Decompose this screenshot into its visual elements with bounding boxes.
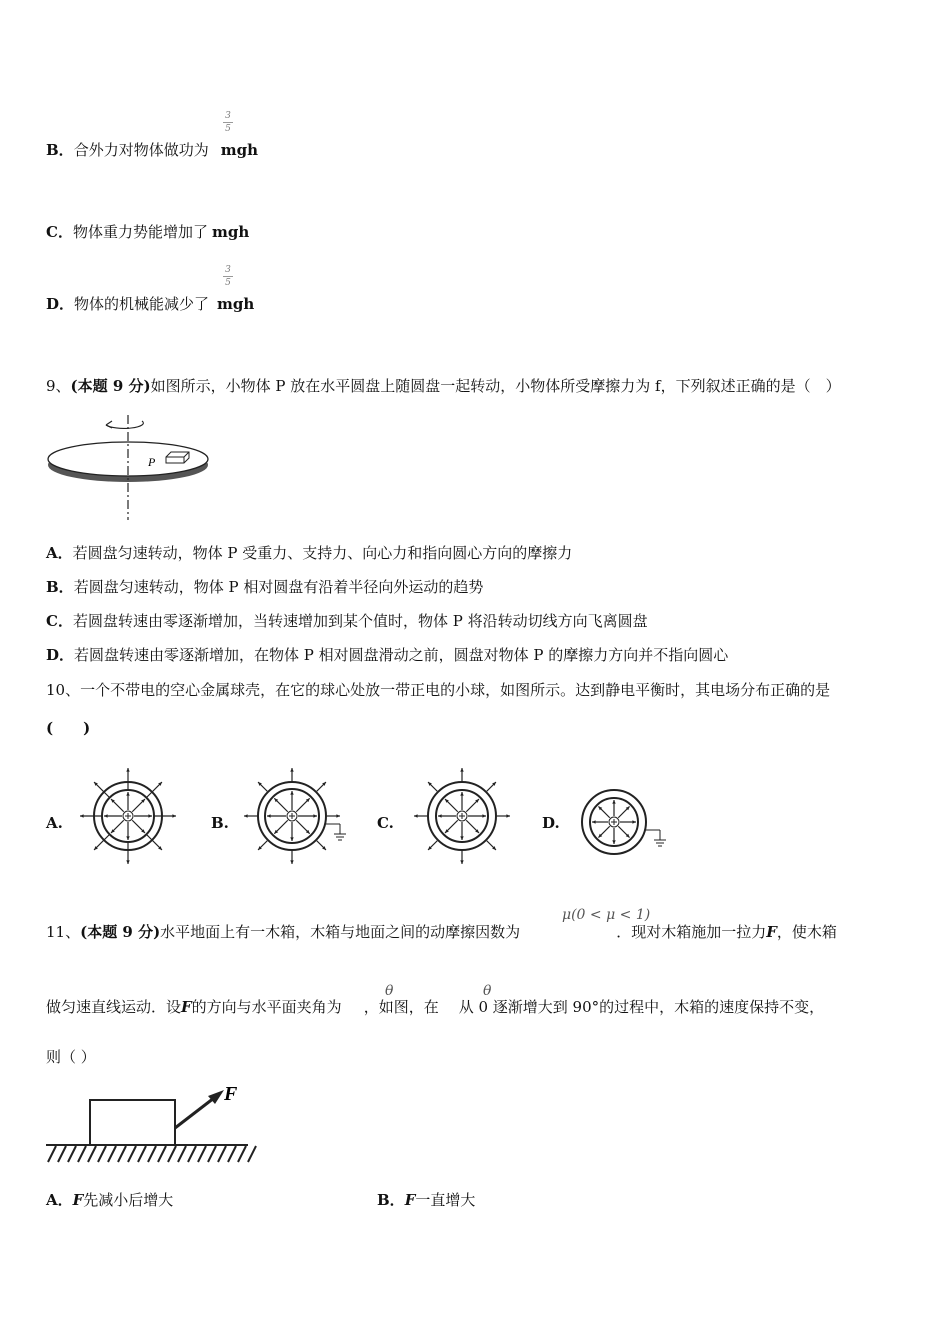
- q9-option-d[interactable]: D．若圆盘转速由零逐渐增加，在物体 P 相对圆盘滑动之前，圆盘对物体 P 的摩擦力方向并不指向圆心: [46, 646, 729, 664]
- field-diagram-b[interactable]: [246, 770, 356, 866]
- q8-option-d[interactable]: D．物体的机械能减少了 mgh: [46, 295, 255, 313]
- q8-option-b[interactable]: B．合外力对物体做功为 mgh: [46, 141, 258, 159]
- field-diagram-c[interactable]: [416, 770, 512, 866]
- field-diagram-a[interactable]: [82, 770, 178, 866]
- q10-option-b-label[interactable]: B.: [211, 814, 229, 832]
- q8-option-c[interactable]: C．物体重力势能增加了 mgh: [46, 223, 250, 241]
- field-diagram-d[interactable]: [578, 786, 668, 858]
- theta-symbol: θ: [385, 983, 394, 999]
- q10-option-c-label[interactable]: C.: [377, 814, 394, 832]
- q9-stem: 9、(本题 9 分)如图所示，小物体 P 放在水平圆盘上随圆盘一起转动，小物体所受摩擦力为 f，下列叙述正确的是（ ）: [46, 377, 841, 395]
- q9-option-b[interactable]: B．若圆盘匀速转动，物体 P 相对圆盘有沿着半径向外运动的趋势: [46, 578, 484, 596]
- q9-option-c[interactable]: C．若圆盘转速由零逐渐增加，当转速增加到某个值时，物体 P 将沿转动切线方向飞离圆盘: [46, 612, 648, 630]
- q11-option-a[interactable]: A．F先减小后增大: [46, 1191, 174, 1209]
- q10-option-a-label[interactable]: A.: [46, 814, 63, 832]
- force-f-label: F: [224, 1083, 238, 1105]
- box-pulled-figure: [44, 1078, 250, 1170]
- fraction-three-fifths: 3 5: [223, 265, 233, 288]
- disk-point-p-label: P: [148, 455, 156, 469]
- q11-stem-line1: 11、(本题 9 分)水平地面上有一木箱，木箱与地面之间的动摩擦因数为 ．现对木箱施加一拉力F，使木箱: [46, 923, 837, 941]
- q10-option-d-label[interactable]: D.: [542, 814, 560, 832]
- rotating-disk-figure: [46, 415, 216, 525]
- q10-answer-paren: ( ): [46, 719, 91, 737]
- q10-stem: 10、一个不带电的空心金属球壳，在它的球心处放一带正电的小球，如图所示。达到静电平衡时，其电场分布正确的是: [46, 681, 831, 699]
- q9-option-a[interactable]: A．若圆盘匀速转动，物体 P 受重力、支持力、向心力和指向圆心方向的摩擦力: [46, 544, 573, 562]
- mu-range-expression: μ(0 < μ < 1): [562, 907, 651, 923]
- q11-stem-line2: 做匀速直线运动．设F的方向与水平面夹角为 ，如图，在 从 0 逐渐增大到 90°的过程中，木箱的速度保持不变，: [46, 998, 825, 1016]
- q11-option-b[interactable]: B．F一直增大: [377, 1191, 476, 1209]
- theta-symbol: θ: [483, 983, 492, 999]
- q11-stem-line3: 则（ ）: [46, 1048, 96, 1066]
- fraction-three-fifths: 3 5: [223, 111, 233, 134]
